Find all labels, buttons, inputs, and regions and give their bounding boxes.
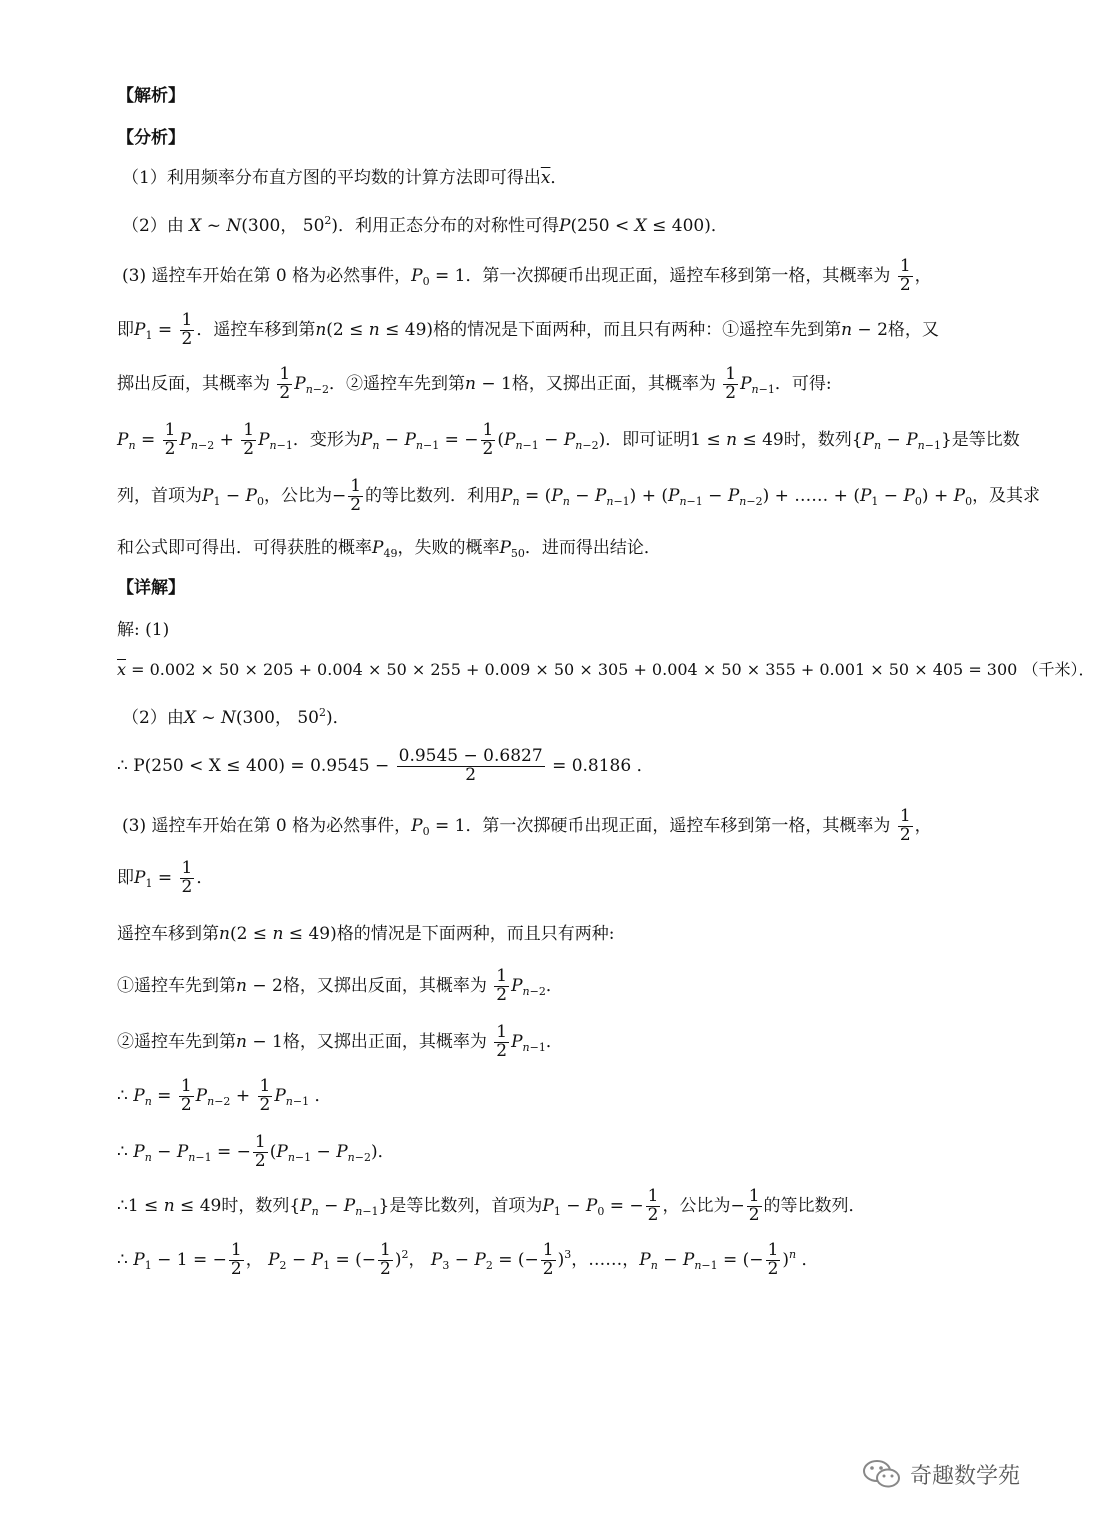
- detail-recurrence: ∴ $P_n$ = $\frac{1}{2}$ $P_{n-2}$ + $\frac{1}{2}$ $P_{n-1}$ ．: [117, 1076, 332, 1115]
- watermark: [862, 1458, 1020, 1490]
- detail-mean: $\overline{x} = 0.002 \times 50 \times 205 + 0.004 \times 50 \times 255 + 0.009 \times 50 \times 305 + 0.004 \times 50 \times 355 + 0.001 \times 50 \times 405 = 300$ （千米）．: [117, 660, 1094, 679]
- detail-jie: 解: (1): [117, 620, 170, 640]
- detail-part2: （2）由X ~ N(300， $50^2$)．: [122, 706, 350, 728]
- detail-geometric: ∴1 ≤ n ≤ 49时，数列$\{P_n - P_{n-1}\}$是等比数列，首项为$P_1 - P_0$ = − $\frac{1}{2}$ ，公比为− $\frac{1}{2}$ 的等比数列．: [117, 1186, 866, 1225]
- heading-fenxi: 【分析】: [117, 128, 185, 148]
- fenxi-part3-line2: 即$P_1$ = $\frac{1}{2}$ ．遥控车移到第n(2 ≤ n ≤ 49)格的情况是下面两种，而且只有两种：①遥控车先到第n − 2格，又: [117, 310, 939, 349]
- wechat-icon: [862, 1458, 902, 1490]
- heading-analysis: 【解析】: [117, 86, 185, 106]
- detail-part3-line1: (3) 遥控车开始在第 0 格为必然事件，$P_0 = 1$．第一次掷硬币出现正面，遥控车移到第一格，其概率为 $\frac{1}{2}$ ，: [122, 806, 932, 845]
- detail-terms: ∴ $P_1 - 1$ = − $\frac{1}{2}$ ， $P_2 - P_1$ = (− $\frac{1}{2}$ )$^2$， $P_3 - P_2$ = (− $\frac{1}{2}$ )$^3$，……，$P_n - P_{n-1}$ = (− $\frac{1}{2}$ )$^n$ ．: [117, 1240, 819, 1279]
- heading-detail: 【详解】: [117, 578, 185, 598]
- detail-part3-line2: 即$P_1$ = $\frac{1}{2}$ ．: [117, 858, 214, 897]
- detail-difference: ∴ $P_n - P_{n-1}$ = − $\frac{1}{2}$ $(P_{n-1} - P_{n-2})$．: [117, 1132, 395, 1171]
- fenxi-part1: （1）利用频率分布直方图的平均数的计算方法即可得出$\overline{x}$．: [122, 168, 568, 188]
- fenxi-part3-line4: $P_n$ = $\frac{1}{2}$ $P_{n-2}$ + $\frac{1}{2}$ $P_{n-1}$．变形为$P_n - P_{n-1}$ = − $\frac{1}{2}$ $(P_{n-1} - P_{n-2})$．即可证明1 ≤ n ≤ 49时，数列$\{P_n - P_{n-1}\}$是等比数: [117, 420, 1020, 459]
- fenxi-part2: （2）由 X ~ N(300， $50^2$)．利用正态分布的对称性可得P(250 < X ≤ 400)．: [122, 214, 728, 236]
- watermark-text: 奇趣数学苑: [910, 1463, 1021, 1489]
- detail-prob: ∴ P(250 < X ≤ 400) = 0.9545 − $\frac{0.9545 - 0.6827}{2}$ = 0.8186 ．: [117, 746, 654, 785]
- detail-cases: 遥控车移到第n(2 ≤ n ≤ 49)格的情况是下面两种，而且只有两种:: [117, 924, 615, 944]
- fenxi-part3-line3: 掷出反面，其概率为 $\frac{1}{2}$ $P_{n-2}$．②遥控车先到第n − 1格，又掷出正面，其概率为 $\frac{1}{2}$ $P_{n-1}$．可得:: [117, 364, 832, 403]
- fenxi-part3-line1: (3) 遥控车开始在第 0 格为必然事件，$P_0 = 1$．第一次掷硬币出现正面，遥控车移到第一格，其概率为 $\frac{1}{2}$ ，: [122, 256, 932, 295]
- detail-case1: ①遥控车先到第n − 2格，又掷出反面，其概率为 $\frac{1}{2}$ $P_{n-2}$．: [117, 966, 563, 1005]
- fenxi-part3-line5: 列，首项为$P_1 - P_0$，公比为− $\frac{1}{2}$ 的等比数列．利用$P_n = (P_n - P_{n-1}) + (P_{n-1} - P_{n-2})$ + …… + $(P_1 - P_0) + P_0$，及其求: [117, 476, 1041, 515]
- detail-case2: ②遥控车先到第n − 1格，又掷出正面，其概率为 $\frac{1}{2}$ $P_{n-1}$．: [117, 1022, 563, 1061]
- fenxi-part3-line6: 和公式即可得出．可得获胜的概率$P_{49}$，失败的概率$P_{50}$．进而得出结论．: [117, 538, 661, 560]
